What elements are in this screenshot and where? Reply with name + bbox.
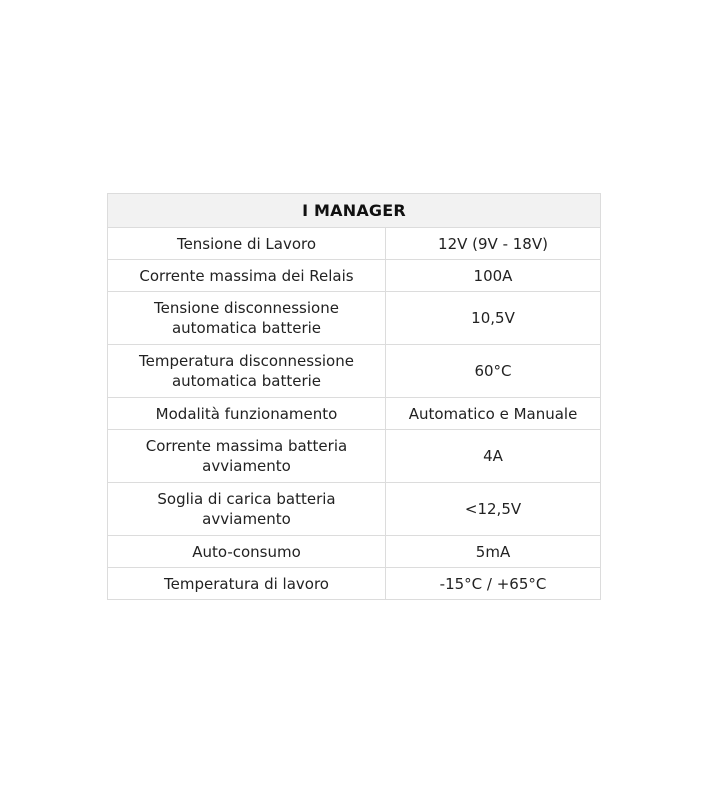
spec-label: Modalità funzionamento — [108, 398, 386, 430]
table-row — [108, 345, 601, 398]
table-row — [108, 260, 601, 292]
table-row — [108, 398, 601, 430]
table-row — [108, 568, 601, 600]
table-row — [108, 430, 601, 483]
spec-label: Auto-consumo — [108, 536, 386, 568]
spec-table — [107, 193, 601, 600]
spec-label: Corrente massima dei Relais — [108, 260, 386, 292]
spec-label: Tensione di Lavoro — [108, 228, 386, 260]
spec-value: 100A — [386, 260, 601, 292]
table-row — [108, 292, 601, 345]
spec-value: 5mA — [386, 536, 601, 568]
table-title: I MANAGER — [108, 194, 601, 228]
spec-value: -15°C / +65°C — [386, 568, 601, 600]
spec-label: Tensione disconnessione automatica batterie — [108, 292, 386, 345]
spec-value: Automatico e Manuale — [386, 398, 601, 430]
spec-value: 60°C — [386, 345, 601, 398]
spec-label: Temperatura disconnessione automatica batterie — [108, 345, 386, 398]
spec-label: Soglia di carica batteria avviamento — [108, 483, 386, 536]
spec-value: 4A — [386, 430, 601, 483]
table-row — [108, 536, 601, 568]
spec-label: Corrente massima batteria avviamento — [108, 430, 386, 483]
table-row — [108, 228, 601, 260]
table-row — [108, 483, 601, 536]
spec-value: 10,5V — [386, 292, 601, 345]
spec-value: 12V (9V - 18V) — [386, 228, 601, 260]
spec-label: Temperatura di lavoro — [108, 568, 386, 600]
spec-value: <12,5V — [386, 483, 601, 536]
table-header-row — [108, 194, 601, 228]
